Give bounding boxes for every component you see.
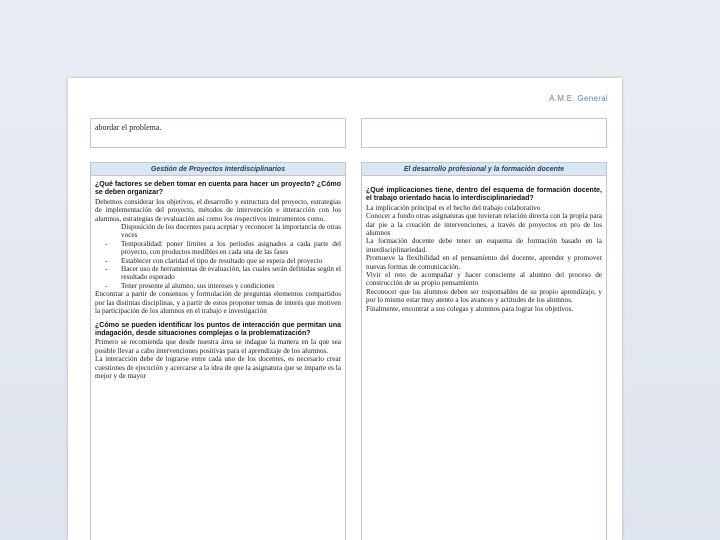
right-column-body [362, 176, 606, 313]
right-column-title: El desarrollo profesional y la formación docente [362, 163, 606, 176]
left-question-2: ¿Cómo se pueden identificar los puntos de interacción que permitan una indagación, desde situaciones complejas o la problematización? [95, 321, 341, 337]
left-paragraph-1: Debemos considerar los objetivos, el desarrollo y estructura del proyecto, estrategias de implementación del proyecto, métodos de intervención e interacción con los alumnos, estrategias de evaluación así como los respectivos instrumentos como. [95, 197, 341, 223]
left-paragraph-4: La interacción debe de lograrse entre cada uno de los docentes, es necesario crear cuestiones de ejecución y acercarse a la idea de que la asignatura que se imparte es la mejor y de mayor [95, 355, 341, 380]
left-question-1: ¿Qué factores se deben tomar en cuenta para hacer un proyecto? ¿Cómo se deben organizar? [95, 181, 341, 197]
left-bullet-item: - Hacer uso de herramientas de evaluación, las cuales serán definidas según el resultado esperado [95, 265, 341, 282]
left-bullet-item: - Temporalidad: poner límites a los periodos asignados a cada parte del proyecto, con productos medibles en cada una de las fases [95, 240, 341, 257]
right-column [361, 162, 607, 540]
right-paragraph: Conocer a fondo otras asignaturas que tuvieran relación directa con la propia para dar pie a la creación de intervenciones, a través de proyectos en pro de los alumnos [366, 212, 602, 238]
right-question-1: ¿Qué implicaciones tiene, dentro del esquema de formación docente, el trabajo orientado hacia lo interdisciplinariedad? [366, 187, 602, 203]
right-paragraph: Promueve la flexibilidad en el pensamiento del docente, aprender y promover nuevas formas de comunicación. [366, 254, 602, 271]
top-left-text: abordar el problema. [95, 123, 162, 132]
left-paragraph-2: Encontrar a partir de consensos y formulación de preguntas elementos compartidos por las distintas disciplinas, y a partir de estos proponer temas de interés que motiven la participación de los alumnos en el trabajo e investigación [95, 290, 341, 316]
right-paragraph: Vivir el reto de acompañar y hacer consciente al alumno del proceso de construcción de su propio pensamiento [366, 271, 602, 288]
right-paragraph: Reconocer que los alumnos deben ser responsables de su propio aprendizaje, y por lo mismo estar muy atento a los avances y actitudes de los alumnos. [366, 287, 602, 305]
right-paragraph: Finalmente, encontrar a sus colegas y alumnos para lograr los objetivos. [366, 304, 574, 313]
left-bullet-item: - Tener presente al alumno, sus intereses y condiciones [95, 282, 341, 290]
left-paragraph-3: Primero se recomienda que desde nuestra área se indague la manera en la que sea posible llevar a cabo intervenciones positivas para el aprendizaje de los alumnos. [95, 338, 341, 355]
top-right-box [361, 118, 607, 148]
top-left-box [90, 118, 346, 148]
header-text: A.M.E. General [549, 94, 608, 103]
right-paragraph: La implicación principal es el hecho del trabajo colaborativo [366, 203, 541, 212]
right-paragraph: La formación docente debe tener un esquema de formación basado en la interdisciplinariedad. [366, 237, 602, 254]
left-bullet-list [95, 223, 341, 290]
left-bullet-item: - Establecer con claridad el tipo de resultado que se espera del proyecto [95, 257, 341, 265]
left-column [90, 162, 346, 540]
left-column-title: Gestión de Proyectos Interdisciplinarios [91, 163, 345, 176]
left-column-body [91, 176, 345, 380]
document-page [68, 78, 622, 540]
left-bullet-item: Disposición de los docentes para aceptar y reconocer la importancia de otras voces [121, 223, 341, 240]
